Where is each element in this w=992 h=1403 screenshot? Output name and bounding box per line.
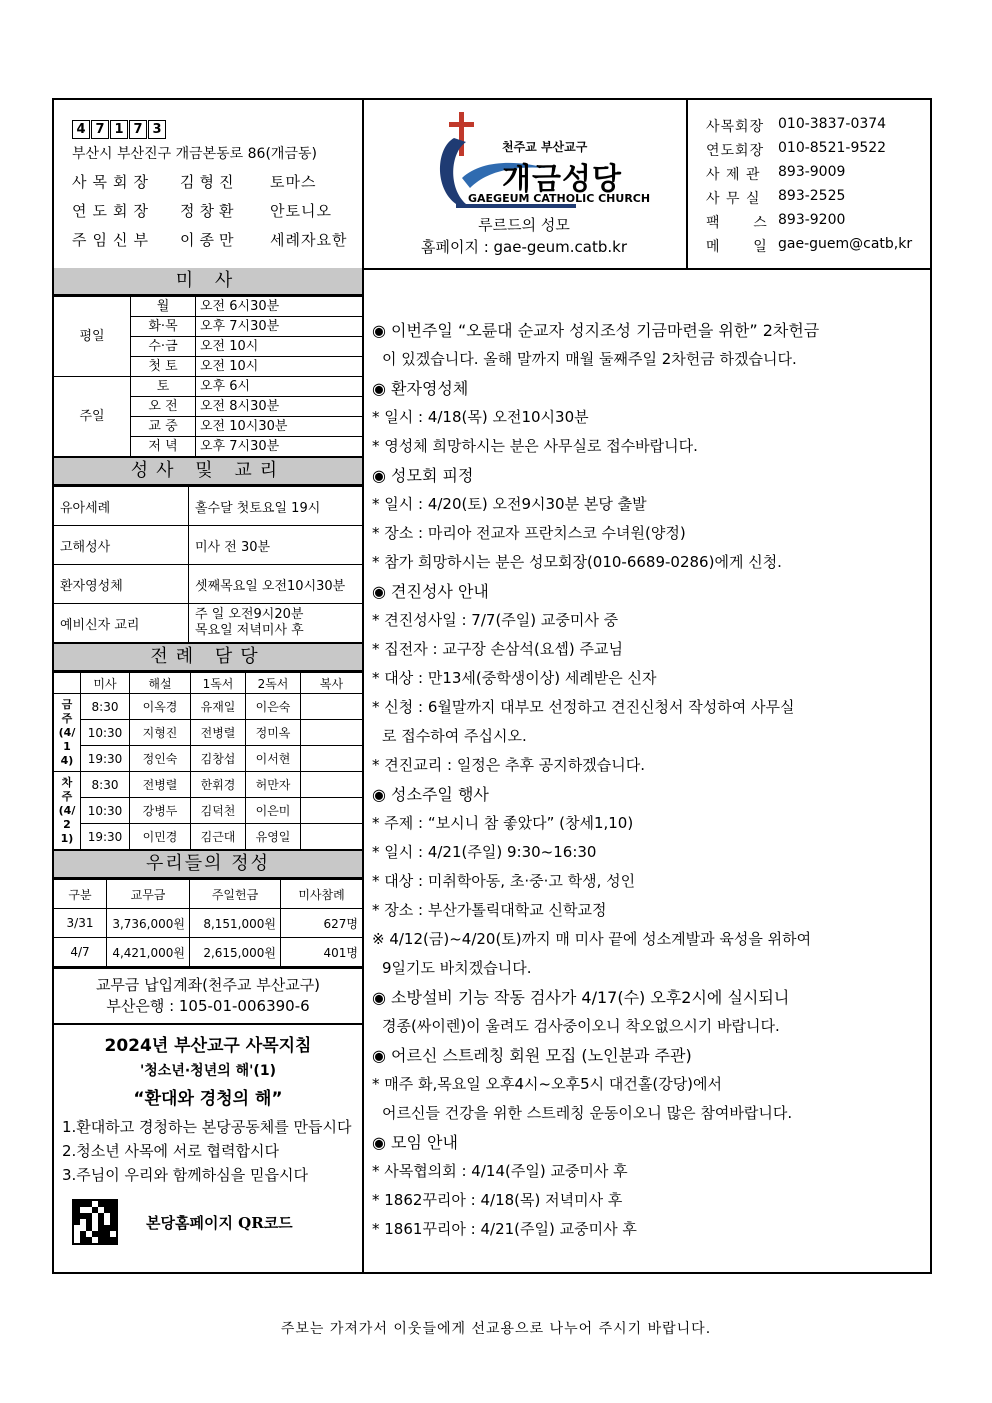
table-cell: 이옥경	[130, 694, 191, 720]
sacraments-table	[54, 486, 362, 643]
table-cell: 지형진	[130, 720, 191, 746]
liturgy-title: 전례 담당	[54, 643, 362, 672]
table-cell	[54, 673, 81, 694]
table-row	[54, 694, 362, 720]
officer-baptism: 세례자요한	[270, 231, 348, 249]
qr-code-icon[interactable]	[72, 1199, 118, 1245]
table-cell	[301, 694, 363, 720]
notice-line: * 장소 : 부산가톨릭대학교 신학교정	[372, 901, 607, 919]
table-cell: 이은숙	[246, 694, 301, 720]
table-cell: 이민경	[130, 824, 191, 850]
mass-day: 저 녁	[131, 437, 196, 457]
pastoral-point: 3.주님이 우리와 함께하심을 믿읍시다	[62, 1166, 308, 1184]
table-row	[54, 909, 362, 938]
mass-day: 오 전	[131, 397, 196, 417]
account-title: 교무금 납입계좌(천주교 부산교구)	[95, 976, 321, 994]
notice-line: * 1862꾸리아 : 4/18(목) 저녁미사 후	[372, 1191, 623, 1209]
table-cell	[301, 746, 363, 772]
pastoral-point: 2.청소년 사목에 서로 협력합시다	[62, 1142, 279, 1160]
notice-line: * 신청 : 6월말까지 대부모 선정하고 견진신청서 작성하여 사무실	[372, 698, 795, 716]
column-header: 교무금	[107, 880, 190, 909]
zip-digit: 1	[110, 120, 128, 139]
notice-line: 로 접수하여 주십시오.	[382, 727, 527, 745]
table-cell: 8,151,000원	[190, 909, 281, 938]
table-cell: 10:30	[81, 720, 130, 746]
table-cell: 3,736,000원	[107, 909, 190, 938]
officer-row	[72, 200, 362, 221]
header-logo-block	[364, 100, 688, 268]
table-cell: 강병두	[130, 798, 191, 824]
notice-heading: ◉ 이번주일 “오륜대 순교자 성지조성 기금마련을 위한” 2차헌금	[372, 321, 820, 340]
table-cell	[301, 772, 363, 798]
column-header: 구분	[54, 880, 107, 909]
notice-line: * 대상 : 만13세(중학생이상) 세례받은 신자	[372, 669, 657, 687]
officer-role: 주임신부	[72, 231, 154, 249]
table-cell: 4,421,000원	[107, 938, 190, 967]
table-cell: 이은미	[246, 798, 301, 824]
table-cell: 401명	[281, 938, 363, 967]
table-cell: 정인숙	[130, 746, 191, 772]
contact-value: 010-3837-0374	[778, 116, 887, 132]
mass-time: 오후 7시30분	[196, 437, 363, 457]
table-cell: 3/31	[54, 909, 107, 938]
officer-name: 정창환	[180, 202, 239, 220]
mass-schedule-table	[54, 296, 362, 457]
notice-heading: ◉ 환자영성체	[372, 379, 469, 398]
contact-key: 메 일	[706, 239, 768, 255]
contact-key: 사 무 실	[706, 191, 761, 207]
sacrament-name: 유아세례	[54, 487, 189, 526]
table-row	[54, 824, 362, 850]
donation-account	[54, 967, 362, 1025]
column-header: 주일헌금	[190, 880, 281, 909]
table-cell: 허만자	[246, 772, 301, 798]
officer-row	[72, 229, 362, 250]
column-header: 복사	[301, 673, 363, 694]
qr-section	[54, 1187, 362, 1245]
table-row	[54, 297, 362, 317]
table-cell: 한휘경	[191, 772, 246, 798]
notice-line: * 1861꾸리아 : 4/21(주일) 교중미사 후	[372, 1220, 637, 1238]
bulletin-frame	[52, 98, 932, 1274]
column-header: 미사	[81, 673, 130, 694]
notice-line: * 대상 : 미취학아동, 초·중·고 학생, 성인	[372, 872, 636, 890]
donations-table	[54, 879, 362, 967]
contact-row	[706, 116, 930, 135]
table-cell: 2,615,000원	[190, 938, 281, 967]
mass-time: 오전 10시30분	[196, 417, 363, 437]
contact-key: 팩 스	[706, 215, 768, 231]
table-cell: 유재일	[191, 694, 246, 720]
contact-row	[706, 188, 930, 207]
officer-baptism: 안토니오	[270, 202, 332, 220]
notice-line: * 주제 : “보시니 참 좋았다” (창세1,10)	[372, 814, 634, 832]
mass-time: 오후 6시	[196, 377, 363, 397]
table-row	[54, 377, 362, 397]
table-cell: 김창섭	[191, 746, 246, 772]
table-cell: 정미옥	[246, 720, 301, 746]
church-name: 개금성당	[502, 162, 622, 197]
officer-row	[72, 171, 362, 192]
account-number: 부산은행 : 105-01-006390-6	[106, 997, 310, 1015]
table-row	[54, 720, 362, 746]
notice-heading: ◉ 성모회 피정	[372, 466, 474, 485]
mass-day: 첫 토	[131, 357, 196, 377]
notice-line: * 집전자 : 교구장 손삼석(요셉) 주교님	[372, 640, 623, 658]
donations-title: 우리들의 정성	[54, 850, 362, 879]
notices	[364, 268, 930, 1272]
sacrament-value: 홀수달 첫토요일 19시	[189, 487, 363, 526]
qr-label: 본당홈페이지 QR코드	[146, 1213, 293, 1232]
table-cell: 19:30	[81, 824, 130, 850]
week-label: 금주(4/14)	[54, 694, 81, 772]
table-row	[54, 604, 362, 643]
sacrament-value: 미사 전 30분	[189, 526, 363, 565]
table-cell: 김근대	[191, 824, 246, 850]
contact-value: 010-8521-9522	[778, 140, 887, 156]
contact-value: 893-9200	[778, 212, 846, 228]
contact-key: 사 제 관	[706, 167, 761, 183]
mass-time: 오전 10시	[196, 357, 363, 377]
column-header: 1독서	[191, 673, 246, 694]
table-row	[54, 798, 362, 824]
notice-line: 이 있겠습니다. 올해 말까지 매월 둘째주일 2차헌금 하겠습니다.	[382, 350, 797, 368]
table-row	[54, 938, 362, 967]
liturgy-table	[54, 672, 362, 850]
contact-row	[706, 236, 930, 255]
notice-heading: ◉ 견진성사 안내	[372, 582, 489, 601]
notice-line: * 일시 : 4/21(주일) 9:30~16:30	[372, 843, 597, 861]
mass-day: 교 중	[131, 417, 196, 437]
homepage-url: 홈페이지 : gae-geum.catb.kr	[420, 238, 627, 256]
zip-digit: 7	[129, 120, 147, 139]
patron-saint: 루르드의 성모	[478, 216, 570, 234]
sacrament-name: 환자영성체	[54, 565, 189, 604]
notice-line: 경종(싸이렌)이 울려도 검사중이오니 착오없으시기 바랍니다.	[382, 1017, 780, 1035]
notice-line: * 사목협의회 : 4/14(주일) 교중미사 후	[372, 1162, 628, 1180]
table-cell: 8:30	[81, 694, 130, 720]
notice-heading: ◉ 모임 안내	[372, 1133, 458, 1152]
officer-role: 사목회장	[72, 173, 154, 191]
sunday-label: 주일	[54, 377, 131, 457]
table-cell: 10:30	[81, 798, 130, 824]
notice-line: 어르신들 건강을 위한 스트레칭 운동이오니 많은 참여바랍니다.	[382, 1104, 793, 1122]
mass-time: 오전 8시30분	[196, 397, 363, 417]
notice-line: * 견진교리 : 일정은 추후 공지하겠습니다.	[372, 756, 646, 774]
notice-line: * 장소 : 마리아 전교자 프란치스코 수녀원(양정)	[372, 524, 686, 542]
footer-note: 주보는 가져가서 이웃들에게 선교용으로 나누어 주시기 바랍니다.	[280, 1321, 712, 1337]
header-address-block	[54, 100, 364, 268]
contact-value: 893-2525	[778, 188, 846, 204]
table-cell: 8:30	[81, 772, 130, 798]
notice-heading: ◉ 성소주일 행사	[372, 785, 489, 804]
column-header: 미사참례	[281, 880, 363, 909]
sacrament-name: 고해성사	[54, 526, 189, 565]
table-cell: 19:30	[81, 746, 130, 772]
church-name-english: GAEGEUM CATHOLIC CHURCH	[468, 192, 651, 205]
pastoral-guidelines	[54, 1025, 362, 1245]
mass-day: 수·금	[131, 337, 196, 357]
table-row	[54, 880, 362, 909]
address: 부산시 부산진구 개금본동로 86(개금동)	[72, 146, 317, 162]
zip-digit: 3	[148, 120, 166, 139]
zip-digit: 4	[72, 120, 90, 139]
notice-line: * 매주 화,목요일 오후4시~오후5시 대건홀(강당)에서	[372, 1075, 723, 1093]
mass-day: 월	[131, 297, 196, 317]
catechism-thursday: 목요일 저녁미사 후	[195, 623, 304, 638]
table-cell: 김덕천	[191, 798, 246, 824]
contact-value: gae-guem@catb,kr	[778, 236, 913, 252]
mass-time: 오전 10시	[196, 337, 363, 357]
header-contacts	[688, 100, 930, 268]
header	[54, 100, 930, 270]
mass-time: 오후 7시30분	[196, 317, 363, 337]
notice-line: * 일시 : 4/20(토) 오전9시30분 본당 출발	[372, 495, 647, 513]
table-row	[54, 772, 362, 798]
notice-line: 9일기도 바치겠습니다.	[382, 959, 532, 977]
table-cell	[301, 798, 363, 824]
table-cell	[301, 720, 363, 746]
sacrament-name: 예비신자 교리	[54, 604, 189, 643]
table-cell: 627명	[281, 909, 363, 938]
contact-key: 사목회장	[706, 119, 765, 135]
contact-key: 연도회장	[706, 143, 765, 159]
sacrament-value: 셋째목요일 오전10시30분	[189, 565, 363, 604]
pastoral-motto: “환대와 경청의 해”	[133, 1089, 283, 1109]
pastoral-points	[54, 1115, 362, 1187]
table-row	[54, 746, 362, 772]
contact-row	[706, 164, 930, 183]
table-cell	[301, 824, 363, 850]
contact-value: 893-9009	[778, 164, 846, 180]
officer-baptism: 토마스	[270, 173, 317, 191]
mass-time: 오전 6시30분	[196, 297, 363, 317]
column-header: 2독서	[246, 673, 301, 694]
weekday-label: 평일	[54, 297, 131, 377]
zip-digit: 7	[91, 120, 109, 139]
table-row	[54, 673, 362, 694]
table-cell: 전병렬	[130, 772, 191, 798]
officer-name: 김형진	[180, 173, 239, 191]
contact-row	[706, 140, 930, 159]
table-cell: 전병렬	[191, 720, 246, 746]
notice-heading: ◉ 소방설비 기능 작동 검사가 4/17(수) 오후2시에 실시되니	[372, 988, 790, 1007]
table-cell: 이서현	[246, 746, 301, 772]
officer-role: 연도회장	[72, 202, 154, 220]
sidebar	[54, 268, 364, 1272]
table-cell: 유영일	[246, 824, 301, 850]
table-row	[54, 526, 362, 565]
notice-heading: ◉ 어르신 스트레칭 회원 모집 (노인분과 주관)	[372, 1046, 692, 1065]
sacrament-value	[189, 604, 363, 643]
contact-row	[706, 212, 930, 231]
table-row	[54, 487, 362, 526]
table-row	[54, 565, 362, 604]
church-diocese: 천주교 부산교구	[502, 140, 588, 154]
column-header: 해설	[130, 673, 191, 694]
officer-name: 이종만	[180, 231, 239, 249]
notice-line: * 참가 희망하시는 분은 성모회장(010-6689-0286)에게 신청.	[372, 553, 782, 571]
catechism-sunday: 주 일 오전9시20분	[195, 607, 304, 622]
zip-code	[72, 120, 362, 139]
notice-line: * 영성체 희망하시는 분은 사무실로 접수바랍니다.	[372, 437, 698, 455]
notice-line: * 견진성사일 : 7/7(주일) 교중미사 중	[372, 611, 619, 629]
notice-line: * 일시 : 4/18(목) 오전10시30분	[372, 408, 589, 426]
sacraments-title: 성사 및 교리	[54, 457, 362, 486]
mass-day: 화·목	[131, 317, 196, 337]
week-label: 차주(4/21)	[54, 772, 81, 850]
pastoral-point: 1.환대하고 경청하는 본당공동체를 만듭시다	[62, 1118, 352, 1136]
pastoral-title: 2024년 부산교구 사목지침	[104, 1036, 312, 1056]
mass-title: 미 사	[54, 268, 362, 296]
table-cell: 4/7	[54, 938, 107, 967]
mass-day: 토	[131, 377, 196, 397]
pastoral-subtitle: '청소년·청년의 해'(1)	[140, 1063, 276, 1079]
notice-line: ※ 4/12(금)~4/20(토)까지 매 미사 끝에 성소계발과 육성을 위하여	[372, 930, 812, 948]
